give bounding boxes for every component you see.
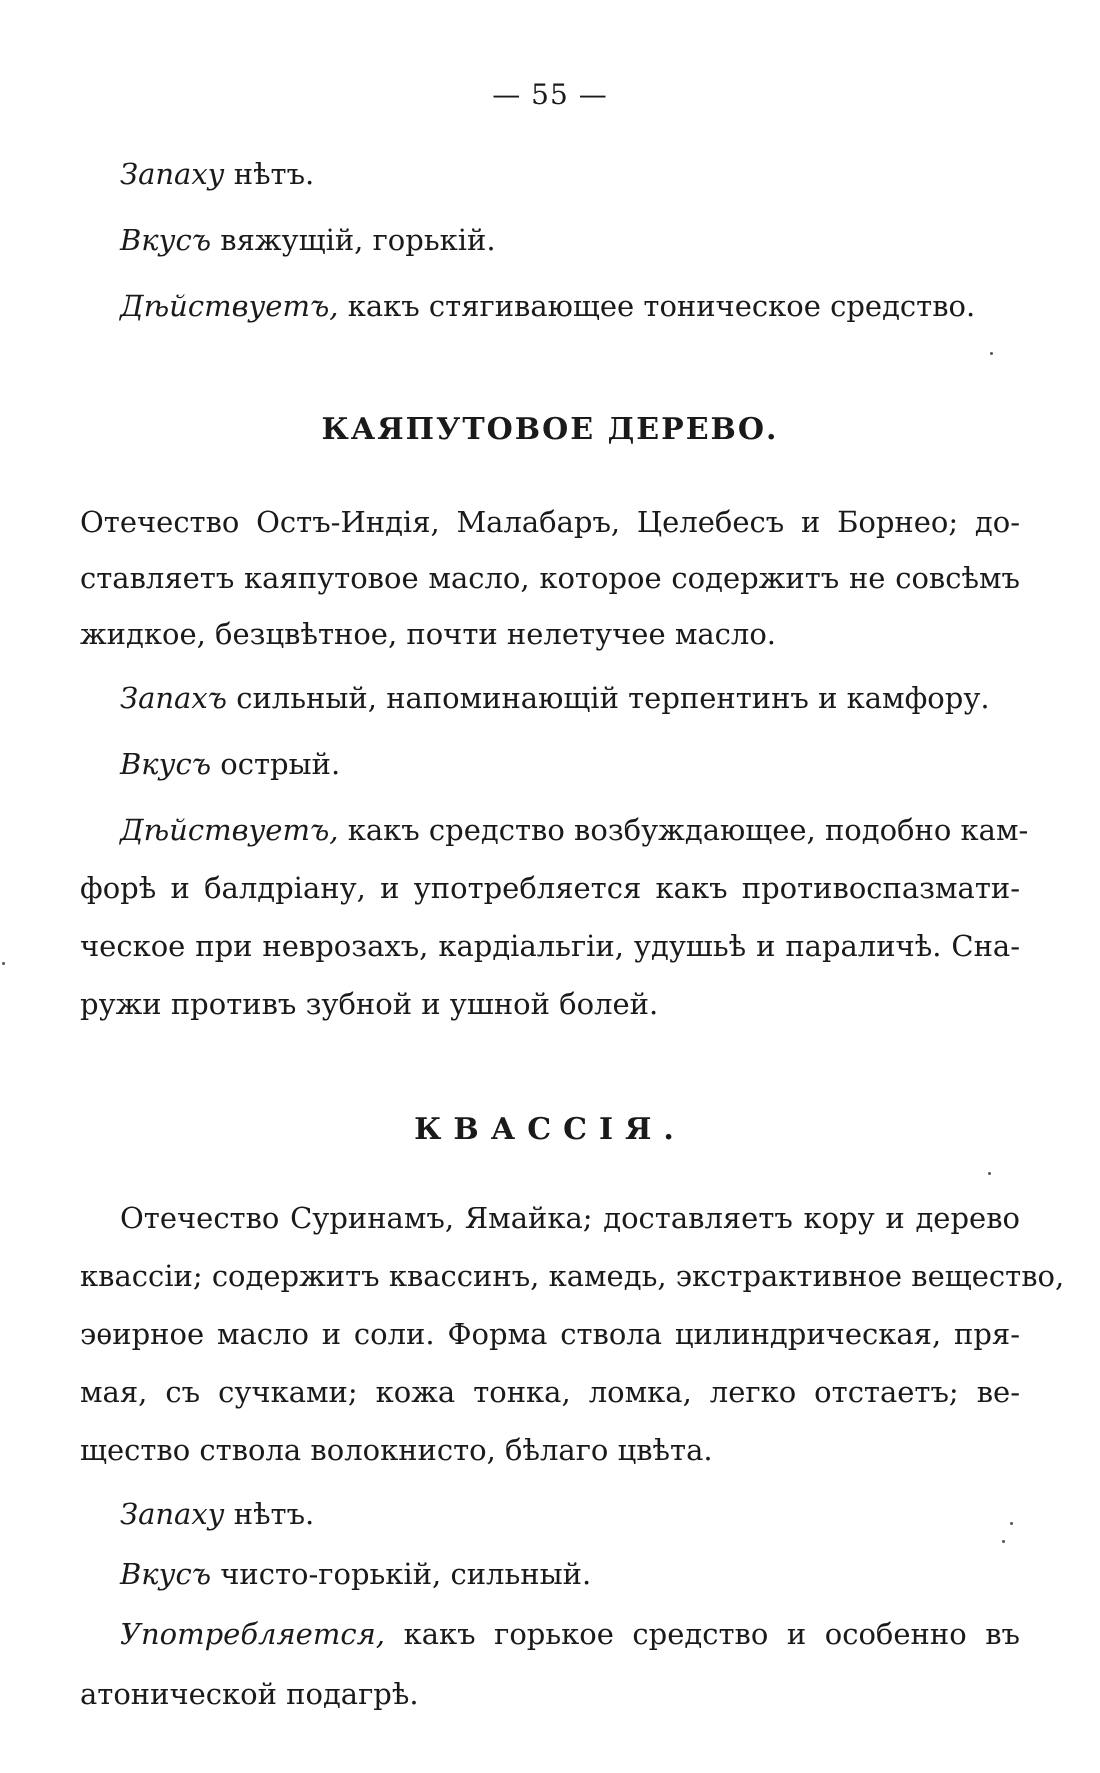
smell-text: нѣтъ. [224, 1497, 315, 1531]
section-title-quassia: КВАССІЯ. [414, 1112, 686, 1147]
smell-paragraph [120, 1497, 315, 1531]
scan-speck [2, 962, 5, 965]
action-line: ческое при неврозахъ, кардіальгіи, удушьѣ и параличѣ. Сна- [80, 929, 1020, 963]
origin-line: Отечество Суринамъ, Ямайка; доставляетъ кору и дерево [120, 1201, 1020, 1235]
scan-speck [988, 1172, 991, 1175]
action-text: какъ средство возбуждающее, подобно кам- [338, 813, 1029, 847]
origin-line: квассіи; содержитъ квассинъ, камедь, экстрактивное вещество, [80, 1259, 1065, 1293]
taste-text: чисто-горькій, сильный. [211, 1557, 592, 1591]
smell-paragraph [120, 681, 990, 715]
use-text: какъ горькое средство и особенно въ [385, 1617, 1020, 1651]
action-line: форѣ и балдріану, и употребляется какъ противоспазмати- [80, 871, 1020, 905]
use-line: атонической подагрѣ. [80, 1677, 419, 1711]
action-text: какъ стягивающее тоническое средство. [338, 289, 976, 323]
smell-label: Запахъ [120, 681, 228, 715]
taste-label: Вкусъ [120, 1557, 212, 1591]
action-line: ружи противъ зубной и ушной болей. [80, 987, 659, 1021]
scan-speck [1010, 1522, 1013, 1525]
origin-line: щество ствола волокнисто, бѣлаго цвѣта. [80, 1433, 713, 1467]
taste-paragraph [120, 223, 496, 257]
action-paragraph [120, 289, 976, 323]
taste-label: Вкусъ [120, 223, 212, 257]
use-label: Употребляется, [120, 1617, 386, 1651]
origin-line: жидкое, безцвѣтное, почти нелетучее масло. [80, 617, 777, 651]
scan-speck [1002, 1540, 1005, 1543]
smell-text: сильный, напоминающій терпентинъ и камфору. [227, 681, 990, 715]
section-title-cajeput: КАЯПУТОВОЕ ДЕРЕВО. [321, 412, 779, 447]
action-paragraph-first-line [120, 813, 1029, 847]
smell-paragraph [120, 157, 315, 191]
taste-paragraph [120, 747, 341, 781]
smell-label: Запаху [120, 157, 225, 191]
taste-label: Вкусъ [120, 747, 212, 781]
origin-line: ставляетъ каяпутовое масло, которое содержитъ не совсѣмъ [80, 561, 1020, 595]
origin-line: мая, съ сучками; кожа тонка, ломка, легко отстаетъ; ве- [80, 1375, 1020, 1409]
taste-paragraph [120, 1557, 592, 1591]
use-paragraph-first-line [120, 1617, 1020, 1651]
scan-speck [990, 352, 993, 355]
action-label: Дѣйствуетъ, [120, 813, 339, 847]
action-label: Дѣйствуетъ, [120, 289, 339, 323]
taste-text: вяжущій, горькій. [211, 223, 496, 257]
origin-line: эѳирное масло и соли. Форма ствола цилиндрическая, пря- [80, 1317, 1020, 1351]
smell-label: Запаху [120, 1497, 225, 1531]
origin-line: Отечество Остъ-Индія, Малабаръ, Целебесъ и Борнео; до- [80, 505, 1020, 539]
taste-text: острый. [211, 747, 341, 781]
page-number: — 55 — [492, 78, 608, 111]
smell-text: нѣтъ. [224, 157, 315, 191]
